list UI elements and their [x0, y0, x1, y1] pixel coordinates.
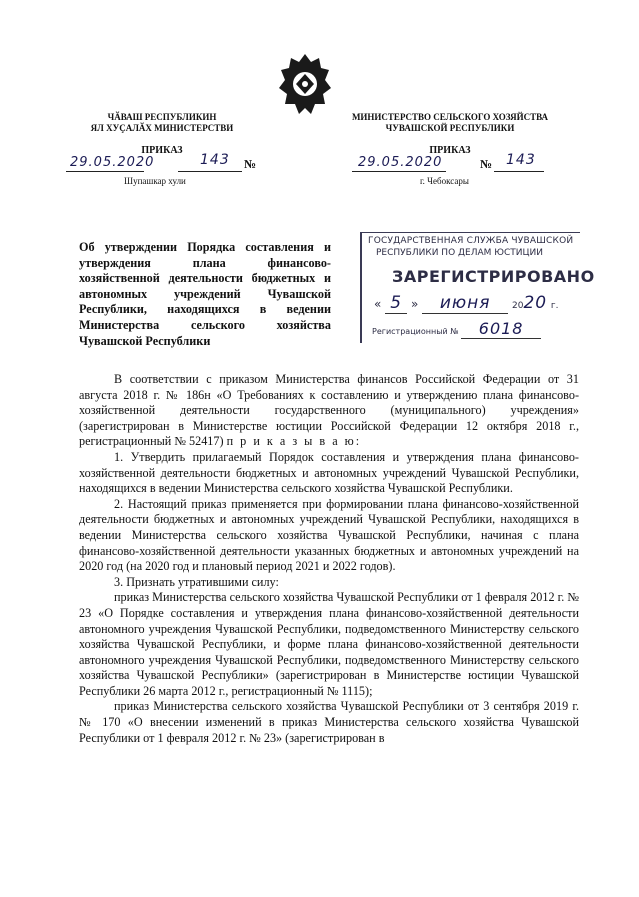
paragraph-repealed-1: приказ Министерства сельского хозяйства Чувашской Республики от 1 февраля 2012 г. № 23 «О Порядке составления и утверждения плана финансово-хозяйственной деятельности автономного учреждения Чувашской Республики, подведомственного Министерству сельского хозяйства Чувашской Республики, и форме плана финансово-хозяйственной деятельности автономного учреждения Чувашской Республики, подведомственного Министерству сельского хозяйства Чувашской Республики» (зарегистрирован в Министерстве юстиции Чувашской Республики 26 марта 2012 г., регистрационный № 1115); [79, 590, 579, 698]
stamp-reg-number: 6018 [461, 319, 541, 339]
registration-stamp [360, 232, 595, 343]
document-body [79, 372, 579, 746]
preamble-text: В соответствии с приказом Министерства финансов Российской Федерации от 31 августа 2018 г. № 186н «О Требованиях к составлению и утверждению плана финансово-хозяйственной деятельности государственного (муниципального) учреждения» (зарегистрирован в Министерстве юстиции Российской Федерации 12 октября 2018 г., регистрационный № 52417) [79, 372, 579, 449]
stamp-year-suffix: 20 [523, 293, 548, 313]
stamp-day: 5 [385, 293, 407, 314]
paragraph-item-2: 2. Настоящий приказ применяется при формировании плана финансово-хозяйственной деятельности бюджетных и автономных учреждений Чувашской Республики, находящихся в ведении Министерства сельского хозяйства Чувашской Республики, начиная с плана финансово-хозяйственной деятельности указанных бюджетных и автономных учреждений на 2020 год (на 2020 год и плановый период 2021 и 2022 годов). [79, 496, 579, 574]
org-line: ЯЛ ХУҪАЛӐХ МИНИСТЕРСТВИ [90, 123, 234, 133]
number-underline [494, 171, 544, 172]
paragraph-repealed-2: приказ Министерства сельского хозяйства Чувашской Республики от 3 сентября 2019 г. № 170 «О внесении изменений в приказ Министерства сельского хозяйства Чувашской Республики от 1 февраля 2012 г. № 23» (зарегистрирован в [79, 699, 579, 745]
org-line: ЧУВАШСКОЙ РЕСПУБЛИКИ [385, 123, 515, 133]
stamp-agency-line1: ГОСУДАРСТВЕННАЯ СЛУЖБА ЧУВАШСКОЙ [368, 236, 574, 246]
paragraph-item-3: 3. Признать утратившими силу: [114, 574, 279, 589]
stamp-registered: ЗАРЕГИСТРИРОВАНО [392, 267, 595, 286]
date-underline [66, 171, 144, 172]
number-sign: № [480, 157, 493, 171]
quote-close: » [411, 297, 419, 311]
org-name-russian [348, 112, 552, 134]
stamp-date-row [374, 293, 574, 314]
number-underline [178, 171, 242, 172]
coat-of-arms-emblem [277, 52, 333, 118]
right-city: г. Чебоксары [420, 176, 469, 186]
quote-open: « [374, 297, 382, 311]
document-title: Об утверждении Порядка составления и утверждения плана финансово-хозяйственной деятельности бюджетных и автономных учреждений Чувашской Республики, находящихся в ведении Министерства сельского хозяйства Чувашской Республики [79, 240, 331, 348]
stamp-reg-label: Регистрационный № [372, 327, 459, 336]
order-label-russian: ПРИКАЗ [429, 145, 471, 156]
left-number: 143 [200, 152, 230, 168]
paragraph-item-1: 1. Утвердить прилагаемый Порядок составления и утверждения плана финансово-хозяйственной деятельности бюджетных и автономных учреждений Чувашской Республики, находящихся в ведении Министерства сельского хозяйства Чувашской Республики. [79, 449, 579, 496]
right-date: 29.05.2020 [358, 155, 443, 170]
stamp-reg-row [372, 319, 541, 339]
stamp-year-prefix: 20 [512, 301, 524, 311]
stamp-month: июня [422, 293, 508, 314]
left-city: Шупашкар хули [124, 176, 186, 186]
paragraph-preamble [79, 372, 579, 450]
stamp-year-g: г. [550, 301, 559, 311]
org-line: ЧӐВАШ РЕСПУБЛИКИН [107, 112, 217, 122]
date-underline [352, 171, 446, 172]
number-sign: № [244, 157, 257, 171]
order-word: п р и к а з ы в а ю: [226, 434, 362, 449]
stamp-agency-line2: РЕСПУБЛИКИ ПО ДЕЛАМ ЮСТИЦИИ [376, 248, 543, 258]
org-line: МИНИСТЕРСТВО СЕЛЬСКОГО ХОЗЯЙСТВА [351, 112, 549, 122]
order-label-chuvash: ПРИКАЗ [141, 145, 183, 156]
left-date: 29.05.2020 [70, 155, 155, 170]
right-number: 143 [506, 152, 536, 168]
org-name-chuvash [62, 112, 262, 134]
